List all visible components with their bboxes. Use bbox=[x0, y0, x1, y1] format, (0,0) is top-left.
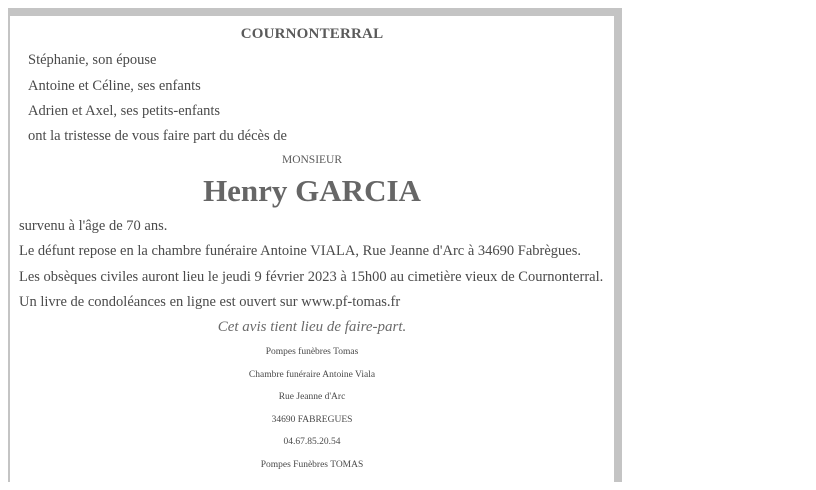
contact-line-signature: Pompes Funèbres TOMAS bbox=[260, 460, 364, 470]
family-line-announcement: ont la tristesse de vous faire part du décès de bbox=[28, 128, 287, 144]
info-line-age: survenu à l'âge de 70 ans. bbox=[19, 218, 168, 234]
notice-tagline: Cet avis tient lieu de faire-part. bbox=[217, 319, 407, 335]
contact-line-funeral-home: Chambre funéraire Antoine Viala bbox=[248, 370, 376, 380]
info-line-condolences: Un livre de condoléances en ligne est ouvert sur www.pf-tomas.fr bbox=[19, 294, 401, 310]
family-line-spouse: Stéphanie, son épouse bbox=[28, 52, 157, 68]
town-heading: COURNONTERRAL bbox=[240, 26, 384, 42]
contact-line-street: Rue Jeanne d'Arc bbox=[278, 392, 346, 402]
info-line-funeral: Les obsèques civiles auront lieu le jeudi 9 février 2023 à 15h00 au cimetière vieux de Cournonterral. bbox=[19, 269, 604, 285]
deceased-name: Henry GARCIA bbox=[203, 173, 421, 208]
info-line-repose: Le défunt repose en la chambre funéraire Antoine VIALA, Rue Jeanne d'Arc à 34690 Fabrègues. bbox=[19, 243, 582, 259]
deceased-title: MONSIEUR bbox=[281, 154, 343, 166]
family-line-children: Antoine et Céline, ses enfants bbox=[28, 78, 201, 94]
family-line-grandchildren: Adrien et Axel, ses petits-enfants bbox=[28, 103, 221, 119]
contact-line-phone: 04.67.85.20.54 bbox=[283, 437, 341, 447]
contact-line-company: Pompes funèbres Tomas bbox=[265, 347, 359, 357]
obituary-notice bbox=[10, 16, 614, 482]
contact-line-city: 34690 FABREGUES bbox=[271, 415, 353, 425]
